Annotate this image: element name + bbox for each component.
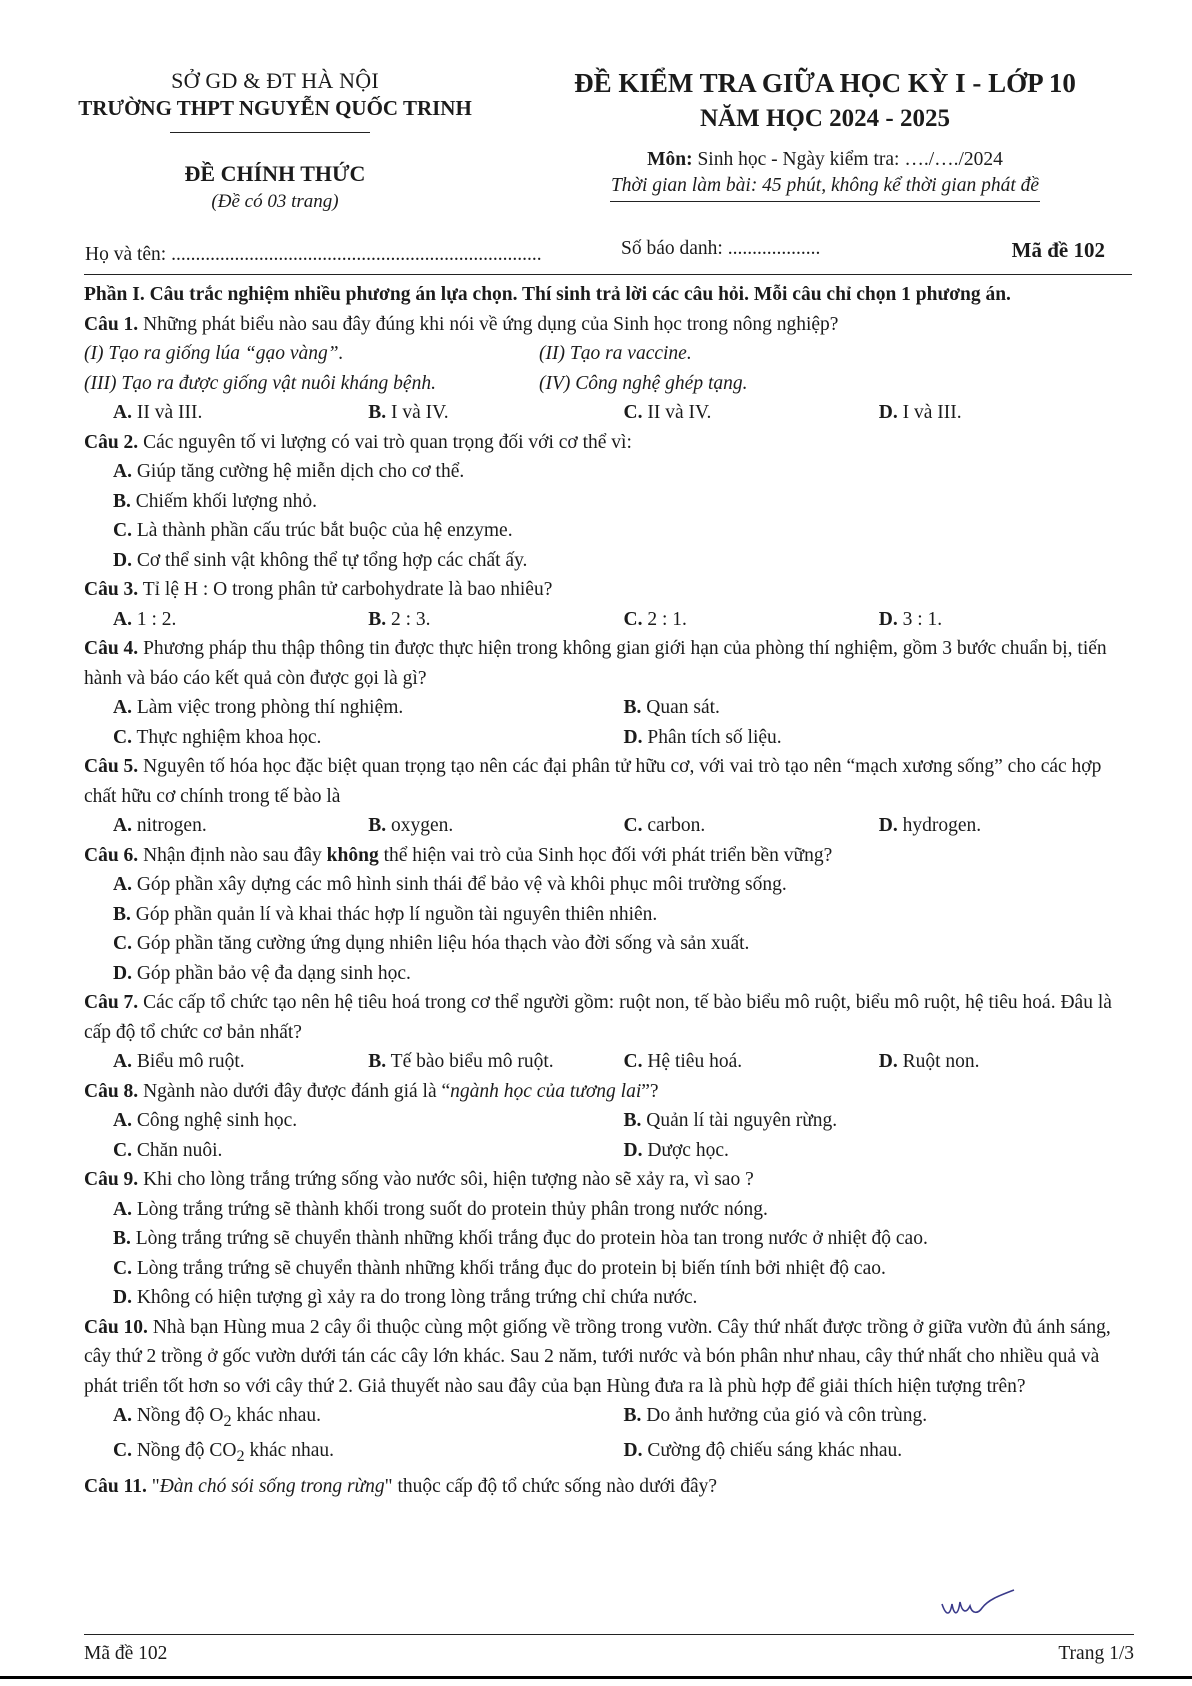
question-10 (84, 1313, 1134, 1402)
option-c[interactable]: C. Nồng độ $CO_2$ khác nhau. (113, 1440, 334, 1466)
q1-statements-row-1 (84, 339, 1134, 369)
student-info-line (85, 238, 1105, 272)
name-field[interactable]: Họ và tên: ............................................................................ (85, 244, 542, 265)
question-2 (84, 428, 1134, 458)
option-b[interactable]: B. I và IV. (368, 402, 449, 423)
time-underline (610, 201, 1040, 202)
option-d[interactable]: D. Góp phần bảo vệ đa dạng sinh học. (113, 962, 411, 984)
option-d[interactable]: D. 3 : 1. (878, 608, 943, 630)
option-a[interactable]: A. Biểu mô ruột. (113, 1051, 245, 1072)
q5-options (84, 811, 1134, 841)
option-d[interactable]: D. Không có hiện tượng gì xảy ra do trong lòng trắng trứng chỉ chứa nước. (113, 1287, 698, 1308)
question-text: Các nguyên tố vi lượng có vai trò quan trọng đối với cơ thể vì: (138, 431, 632, 453)
statement: (IV) Công nghệ ghép tạng. (539, 372, 748, 394)
question-11: Câu 11. "Đàn chó sói sống trong rừng" thuộc cấp độ tổ chức sống nào dưới đây? (84, 1475, 718, 1497)
option-d[interactable]: D. Phân tích số liệu. (623, 726, 782, 748)
q10-options-row-2 (84, 1436, 1134, 1471)
exam-title: ĐỀ KIỂM TRA GIỮA HỌC KỲ I - LỚP 10 (574, 68, 1076, 98)
footer-page-number: Trang 1/3 (1058, 1643, 1134, 1664)
candidate-number-field[interactable]: Số báo danh: ................... (621, 238, 821, 259)
option-d[interactable]: D. hydrogen. (878, 815, 982, 836)
option-b[interactable]: B. oxygen. (368, 815, 454, 836)
option-d[interactable]: D. Ruột non. (878, 1051, 980, 1072)
option-b[interactable]: B. Quản lí tài nguyên rừng. (623, 1110, 838, 1131)
scan-bottom-edge (0, 1676, 1192, 1679)
part1-heading: Phần I. Câu trắc nghiệm nhiều phương án lựa chọn. Thí sinh trả lời các câu hỏi. Mỗi câu chỉ chọn 1 phương án. (84, 284, 1011, 305)
q8-options-row-2 (84, 1136, 1134, 1166)
option-d[interactable]: D. Dược học. (623, 1139, 729, 1161)
option-a[interactable]: A. Công nghệ sinh học. (113, 1110, 298, 1131)
footer-exam-code: Mã đề 102 (84, 1643, 168, 1664)
q8-options-row-1 (84, 1106, 1134, 1136)
option-c[interactable]: C. II và IV. (623, 402, 712, 423)
question-3 (84, 575, 1134, 605)
question-8: Câu 8. Ngành nào dưới đây được đánh giá là “ngành học của tương lai”? (84, 1080, 659, 1102)
q4-options-row-1 (84, 693, 1134, 723)
question-7 (84, 988, 1134, 1047)
official-label: ĐỀ CHÍNH THỨC (184, 161, 366, 186)
department-name: SỞ GD & ĐT HÀ NỘI (171, 68, 379, 93)
questions (84, 280, 1134, 1501)
question-6: Câu 6. Nhận định nào sau đây không thể hiện vai trò của Sinh học đối với phát triển bền vững? (84, 844, 833, 866)
school-underline (170, 132, 370, 133)
option-d[interactable]: D. Cơ thể sinh vật không thể tự tổng hợp các chất ấy. (113, 549, 528, 571)
page-footer (84, 1634, 1134, 1664)
q1-options (84, 398, 1134, 428)
statement: (I) Tạo ra giống lúa “gạo vàng”. (84, 343, 344, 364)
emphasis-not: không (326, 844, 379, 866)
option-d[interactable]: D. Cường độ chiếu sáng khác nhau. (623, 1440, 903, 1462)
option-c[interactable]: C. carbon. (623, 815, 706, 836)
option-c[interactable]: C. Lòng trắng trứng sẽ chuyển thành những khối trắng đục do protein bị biến tính bởi nhiệt độ cao. (113, 1257, 886, 1279)
question-text: Tỉ lệ H : O trong phân tử carbohydrate là bao nhiêu? (138, 579, 553, 600)
option-a[interactable]: A. Giúp tăng cường hệ miễn dịch cho cơ thể. (113, 461, 465, 482)
option-b[interactable]: B. Quan sát. (623, 697, 720, 718)
option-a[interactable]: A. 1 : 2. (113, 608, 177, 630)
option-b[interactable]: B. Do ảnh hưởng của gió và côn trùng. (623, 1405, 928, 1426)
question-label: Câu 4. (84, 638, 139, 659)
question-text: Nhà bạn Hùng mua 2 cây ổi thuộc cùng một giống về trồng trong vườn. Cây thứ nhất được trồng ở giữa vườn đủ ánh sáng, cây thứ 2 trồng ở gốc vườn dưới tán các cây lớn khác. Sau 2 năm, tưới nước và bón phân như nhau, cây thứ nhất cho nhiều quả và phát triển tốt hơn so với cây thứ 2. Giả thuyết nào sau đây của bạn Hùng đưa ra là phù hợp để giải thích hiện tượng trên? (84, 1316, 1111, 1397)
subject-line (520, 149, 1130, 171)
question-label: Câu 11. (84, 1475, 147, 1497)
option-c[interactable]: C. Là thành phần cấu trúc bắt buộc của hệ enzyme. (113, 520, 513, 541)
option-b[interactable]: B. Góp phần quản lí và khai thác hợp lí nguồn tài nguyên thiên nhiên. (113, 903, 658, 925)
option-a[interactable]: A. nitrogen. (113, 815, 207, 836)
question-label: Câu 2. (84, 431, 139, 453)
option-b[interactable]: B. Lòng trắng trứng sẽ chuyển thành những khối trắng đục do protein hòa tan trong nước ở nhiệt độ cao. (113, 1228, 928, 1249)
question-text: Những phát biểu nào sau đây đúng khi nói về ứng dụng của Sinh học trong nông nghiệp? (138, 313, 839, 335)
option-b[interactable]: B. Tế bào biểu mô ruột. (368, 1051, 554, 1072)
q4-options-row-2 (84, 723, 1134, 753)
option-a[interactable]: A. Nồng độ $O_2$ khác nhau. (113, 1405, 321, 1430)
question-label: Câu 10. (84, 1316, 148, 1338)
question-text: Các cấp tổ chức tạo nên hệ tiêu hoá trong cơ thể người gồm: ruột non, tế bào biểu mô ruột, biểu mô ruột, hệ tiêu hoá. Đâu là cấp độ tổ chức cơ bản nhất? (84, 992, 1112, 1043)
school-year: NĂM HỌC 2024 - 2025 (700, 105, 950, 132)
question-5 (84, 752, 1134, 811)
header-divider (84, 274, 1132, 275)
option-b[interactable]: B. Chiếm khối lượng nhỏ. (113, 490, 317, 512)
question-label: Câu 7. (84, 992, 139, 1013)
option-a[interactable]: A. Làm việc trong phòng thí nghiệm. (113, 697, 404, 718)
option-d[interactable]: D. I và III. (878, 402, 962, 423)
option-a[interactable]: A. Lòng trắng trứng sẽ thành khối trong suốt do protein thủy phân trong nước nóng. (113, 1198, 768, 1220)
option-c[interactable]: C. Thực nghiệm khoa học. (113, 726, 322, 748)
question-9 (84, 1165, 1134, 1195)
option-a[interactable]: A. Góp phần xây dựng các mô hình sinh thái để bảo vệ và khôi phục môi trường sống. (113, 874, 787, 895)
q7-options (84, 1047, 1134, 1077)
question-label: Câu 6. (84, 844, 139, 866)
statement: (II) Tạo ra vaccine. (539, 343, 692, 364)
question-1 (84, 310, 1134, 340)
option-c[interactable]: C. Góp phần tăng cường ứng dụng nhiên liệu hóa thạch vào đời sống và sản xuất. (113, 933, 750, 954)
question-text: Khi cho lòng trắng trứng sống vào nước sôi, hiện tượng nào sẽ xảy ra, vì sao ? (138, 1169, 754, 1190)
question-label: Câu 9. (84, 1169, 139, 1190)
header-left (60, 68, 490, 213)
question-label: Câu 5. (84, 756, 139, 777)
exam-code: Mã đề 102 (1011, 238, 1105, 262)
option-a[interactable]: A. II và III. (113, 402, 203, 423)
q1-statements-row-2 (84, 369, 1134, 399)
question-text: Phương pháp thu thập thông tin được thực hiện trong không gian giới hạn của phòng thí nghiệm, gồm 3 bước chuẩn bị, tiến hành và báo cáo kết quả còn được gọi là gì? (84, 638, 1107, 689)
option-c[interactable]: C. Hệ tiêu hoá. (623, 1051, 743, 1072)
option-c[interactable]: C. 2 : 1. (623, 608, 687, 630)
subject-value: Sinh học - Ngày kiểm tra: …./…./2024 (697, 149, 1003, 170)
q10-options-row-1 (84, 1401, 1134, 1436)
time-note: Thời gian làm bài: 45 phút, không kể thời gian phát đề (610, 175, 1040, 196)
subject-label: Môn: (647, 149, 693, 170)
statement: (III) Tạo ra được giống vật nuôi kháng bệnh. (84, 372, 436, 394)
header-right (520, 68, 1130, 202)
school-name: TRƯỜNG THPT NGUYỄN QUỐC TRINH (78, 96, 472, 120)
question-4 (84, 634, 1134, 693)
q3-options (84, 605, 1134, 635)
handwritten-initials (938, 1586, 1018, 1622)
page-count-note: (Đề có 03 trang) (211, 191, 339, 212)
question-text: Nguyên tố hóa học đặc biệt quan trọng tạo nên các đại phân tử hữu cơ, với vai trò tạo nên “mạch xương sống” cho các hợp chất hữu cơ chính trong tế bào là (84, 756, 1102, 807)
option-b[interactable]: B. 2 : 3. (368, 608, 431, 630)
question-label: Câu 8. (84, 1080, 139, 1102)
option-c[interactable]: C. Chăn nuôi. (113, 1139, 223, 1161)
question-label: Câu 3. (84, 579, 139, 600)
question-label: Câu 1. (84, 313, 139, 335)
